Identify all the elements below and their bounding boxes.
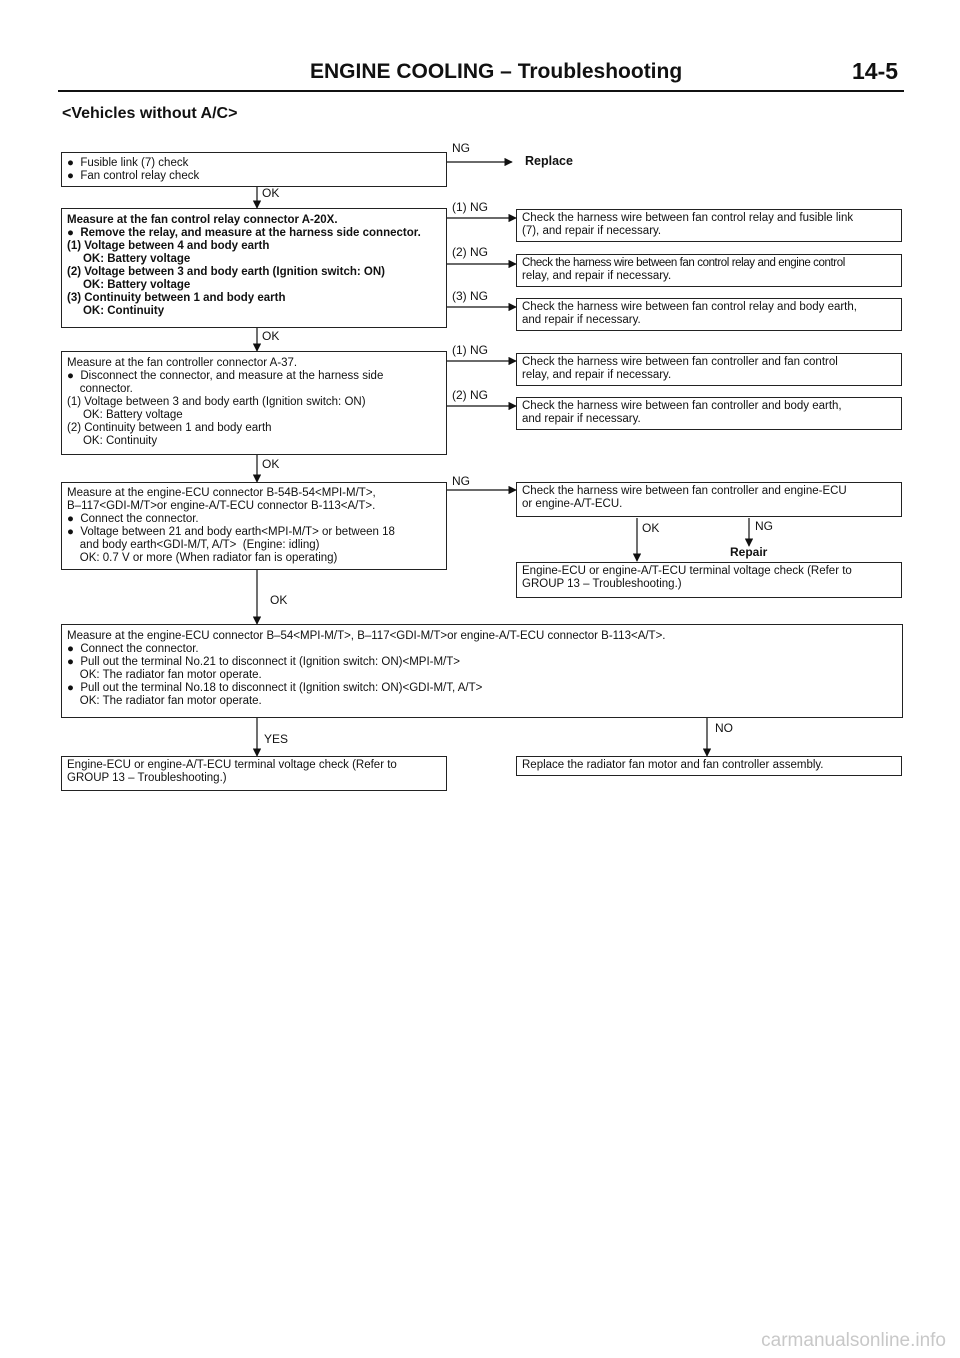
step-3-line: OK: Battery voltage	[67, 409, 183, 421]
step-3-line: connector.	[67, 383, 133, 395]
result-line: Check the harness wire between fan controller and fan control	[522, 356, 838, 368]
step-5-line: ● Connect the connector.	[67, 643, 199, 655]
step-box-3	[61, 351, 447, 455]
page-number: 14-5	[852, 58, 899, 84]
step-4-line: OK: 0.7 V or more (When radiator fan is operating)	[67, 552, 338, 564]
repair-result: Repair	[730, 545, 768, 559]
step-box-1	[61, 152, 447, 187]
result-line: and repair if necessary.	[522, 413, 641, 425]
step-2-line: (3) Continuity between 1 and body earth	[67, 292, 286, 304]
ok-label: OK	[642, 521, 660, 535]
ng-label: NG	[755, 519, 773, 533]
step-box-4	[61, 482, 447, 570]
ng-label: NG	[452, 141, 470, 155]
result-line: relay, and repair if necessary.	[522, 270, 672, 282]
result-line: Check the harness wire between fan controller and body earth,	[522, 400, 842, 412]
step-4-line: B–117<GDI-M/T>or engine-A/T-ECU connector B-113<A/T>.	[67, 500, 376, 512]
step-3-line: (1) Voltage between 3 and body earth (Ignition switch: ON)	[67, 396, 366, 408]
result-line: or engine-A/T-ECU.	[522, 498, 623, 510]
step-2-line: OK: Battery voltage	[67, 253, 191, 265]
result-box-4-1	[516, 482, 902, 517]
result-box-3-1	[516, 353, 902, 386]
step-1-line: ● Fan control relay check	[67, 170, 200, 182]
result-line: Engine-ECU or engine-A/T-ECU terminal voltage check (Refer to	[67, 759, 397, 771]
ng-label: (2) NG	[452, 245, 488, 259]
result-line: and repair if necessary.	[522, 314, 641, 326]
step-2-line: (2) Voltage between 3 and body earth (Ignition switch: ON)	[67, 266, 385, 278]
ok-label: OK	[270, 593, 288, 607]
result-line: Check the harness wire between fan control relay and body earth,	[522, 301, 857, 313]
step-3-line: OK: Continuity	[67, 435, 158, 447]
result-line: Check the harness wire between fan control relay and engine control	[522, 257, 845, 269]
no-result-box	[516, 756, 902, 776]
step-box-2	[61, 208, 447, 328]
ok-label: OK	[262, 457, 280, 471]
result-box-2-1	[516, 209, 902, 242]
result-line: Replace the radiator fan motor and fan controller assembly.	[522, 759, 824, 771]
result-line: (7), and repair if necessary.	[522, 225, 662, 237]
step-3-line: Measure at the fan controller connector A-37.	[67, 357, 298, 369]
footer-watermark: carmanualsonline.info	[761, 1330, 946, 1351]
result-line: relay, and repair if necessary.	[522, 369, 672, 381]
replace-result: Replace	[525, 154, 573, 168]
page-title: ENGINE COOLING – Troubleshooting	[310, 60, 683, 83]
step-5-line: OK: The radiator fan motor operate.	[67, 669, 262, 681]
step-2-line: OK: Continuity	[67, 305, 165, 317]
step-5-line: ● Pull out the terminal No.18 to disconnect it (Ignition switch: ON)<GDI-M/T, A/T>	[67, 682, 483, 694]
step-3-line: ● Disconnect the connector, and measure at the harness side	[67, 370, 384, 382]
ng-label: (1) NG	[452, 343, 488, 357]
ng-label: (3) NG	[452, 289, 488, 303]
step-4-line: Measure at the engine-ECU connector B-54B-54<MPI-M/T>,	[67, 487, 376, 499]
step-2-line: Measure at the fan control relay connector A-20X.	[67, 214, 338, 226]
step-2-line: ● Remove the relay, and measure at the harness side connector.	[67, 227, 421, 239]
result-box-2-3	[516, 298, 902, 331]
step-1-line: ● Fusible link (7) check	[67, 157, 189, 169]
yes-label: YES	[264, 732, 289, 746]
result-box-2-2	[516, 254, 902, 287]
no-label: NO	[715, 721, 733, 735]
ok-label: OK	[262, 329, 280, 343]
ng-label: (2) NG	[452, 388, 488, 402]
step-4-line: ● Voltage between 21 and body earth<MPI-M/T> or between 18	[67, 526, 395, 538]
step-5-line: ● Pull out the terminal No.21 to disconnect it (Ignition switch: ON)<MPI-M/T>	[67, 656, 460, 668]
result-line: Check the harness wire between fan controller and engine-ECU	[522, 485, 847, 497]
step-5-line: OK: The radiator fan motor operate.	[67, 695, 262, 707]
yes-result-box	[61, 756, 447, 791]
result-box-3-2	[516, 397, 902, 430]
result-line: GROUP 13 – Troubleshooting.)	[67, 772, 227, 784]
step-5-line: Measure at the engine-ECU connector B–54<MPI-M/T>, B–117<GDI-M/T>or engine-A/T-ECU connector B-113<A/T>.	[67, 630, 666, 642]
step-4-line: ● Connect the connector.	[67, 513, 199, 525]
ng-label: (1) NG	[452, 200, 488, 214]
ng-label: NG	[452, 474, 470, 488]
result-line: GROUP 13 – Troubleshooting.)	[522, 578, 682, 590]
step-box-5	[61, 624, 903, 718]
result-line: Engine-ECU or engine-A/T-ECU terminal voltage check (Refer to	[522, 565, 852, 577]
step-2-line: OK: Battery voltage	[67, 279, 191, 291]
step-4-line: and body earth<GDI-M/T, A/T> (Engine: idling)	[67, 539, 320, 551]
result-line: Check the harness wire between fan control relay and fusible link	[522, 212, 854, 224]
result-box-4-2	[516, 562, 902, 598]
step-2-line: (1) Voltage between 4 and body earth	[67, 240, 270, 252]
ok-label: OK	[262, 186, 280, 200]
section-subtitle: <Vehicles without A/C>	[62, 105, 238, 122]
step-3-line: (2) Continuity between 1 and body earth	[67, 422, 272, 434]
